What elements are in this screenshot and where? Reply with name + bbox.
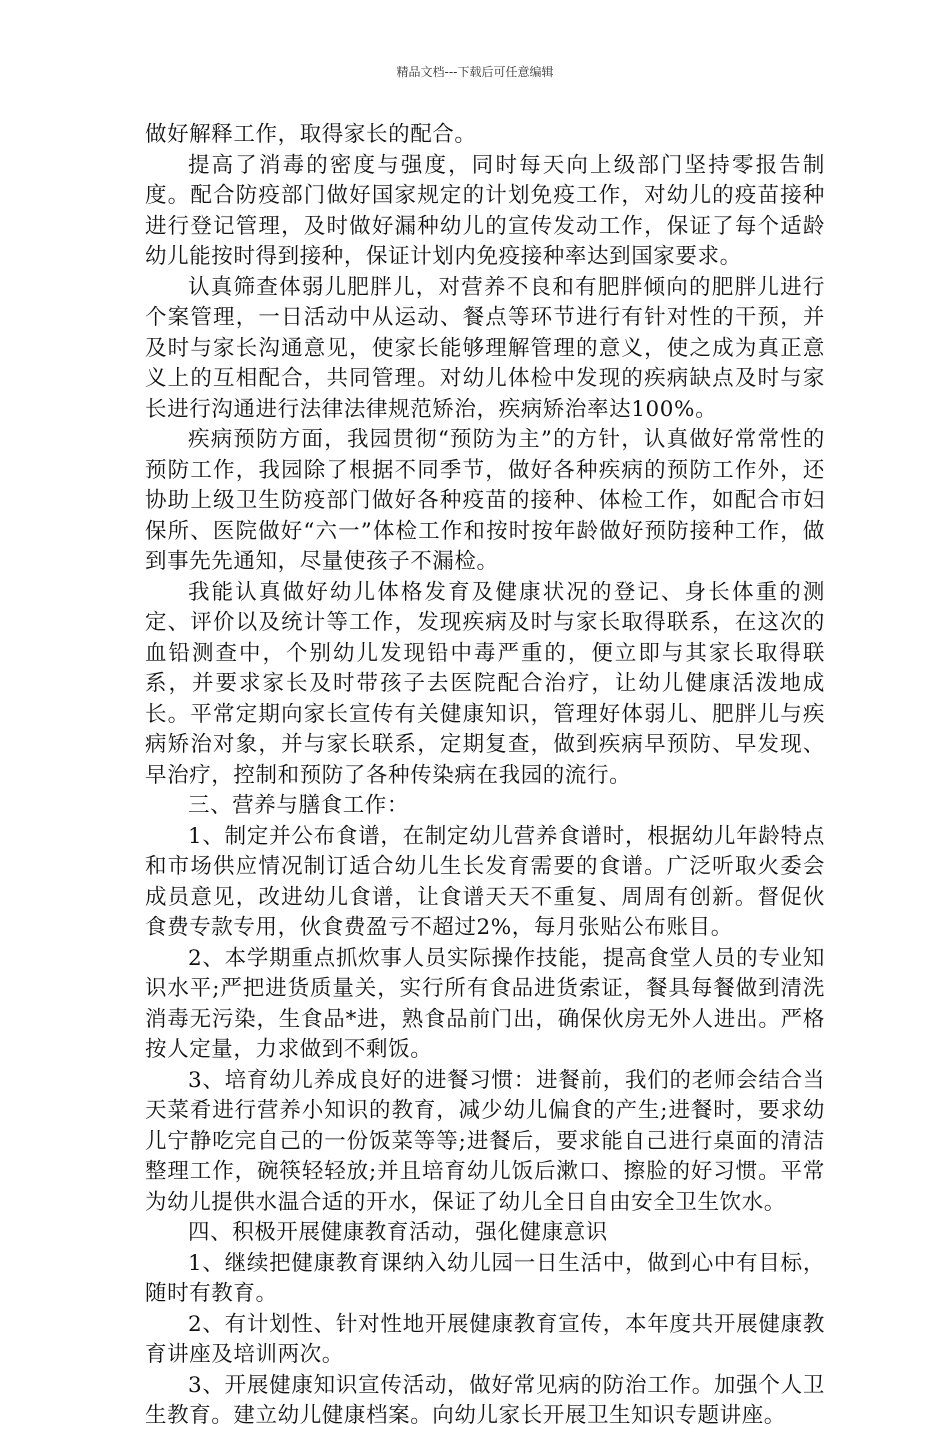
paragraph-health-lectures: 2、有计划性、针对性地开展健康教育宣传，本年度共开展健康教育讲座及培训两次。 — [145, 1311, 825, 1367]
section-heading-health-education: 四、积极开展健康教育活动，强化健康意识 — [188, 1220, 608, 1245]
document-body — [145, 120, 825, 1432]
paragraph-health-curriculum: 1、继续把健康教育课纳入幼儿园一日生活中，做到心中有目标，随时有教育。 — [145, 1250, 825, 1306]
paragraph-obesity-screening: 认真筛查体弱儿肥胖儿，对营养不良和有肥胖倾向的肥胖儿进行个案管理，一日活动中从运动、餐点等环节进行有针对性的干预，并及时与家长沟通意见，使家长能够理解管理的意义，使之成为真正意义上的互相配合，共同管理。对幼儿体检中发现的疾病缺点及时与家长进行沟通进行法律法律规范矫治，疾病矫治率达100%。 — [145, 274, 825, 422]
paragraph-health-knowledge: 3、开展健康知识宣传活动，做好常见病的防治工作。加强个人卫生教育。建立幼儿健康档案。向幼儿家长开展卫生知识专题讲座。 — [145, 1372, 825, 1428]
section-heading-nutrition: 三、营养与膳食工作： — [188, 793, 410, 818]
page-header: 精品文档---下载后可任意编辑 — [396, 65, 554, 79]
paragraph-continuation: 做好解释工作，取得家长的配合。 — [145, 122, 477, 147]
paragraph-menu: 1、制定并公布食谱，在制定幼儿营养食谱时，根据幼儿年龄特点和市场供应情况制订适合幼儿生长发育需要的食谱。广泛听取火委会成员意见，改进幼儿食谱，让食谱天天不重复、周周有创新。督促伙食费专款专用，伙食费盈亏不超过2%，每月张贴公布账目。 — [145, 823, 825, 940]
paragraph-growth-monitoring: 我能认真做好幼儿体格发育及健康状况的登记、身长体重的测定、评价以及统计等工作，发现疾病及时与家长取得联系，在这次的血铅测查中，个别幼儿发现铅中毒严重的，便立即与其家长取得联系，并要求家长及时带孩子去医院配合治疗，让幼儿健康活泼地成长。平常定期向家长宣传有关健康知识，管理好体弱儿、肥胖儿与疾病矫治对象，并与家长联系，定期复查，做到疾病早预防、早发现、早治疗，控制和预防了各种传染病在我园的流行。 — [145, 579, 825, 788]
paragraph-disease-prevention: 疾病预防方面，我园贯彻“预防为主”的方针，认真做好常常性的预防工作，我园除了根据不同季节，做好各种疾病的预防工作外，还协助上级卫生防疫部门做好各种疫苗的接种、体检工作，如配合市妇保所、医院做好“六一”体检工作和按时按年龄做好预防接种工作，做到事先先通知，尽量使孩子不漏检。 — [145, 427, 825, 574]
paragraph-eating-habits: 3、培育幼儿养成良好的进餐习惯：进餐前，我们的老师会结合当天菜肴进行营养小知识的教育，减少幼儿偏食的产生;进餐时，要求幼儿宁静吃完自己的一份饭菜等等;进餐后，要求能自己进行桌面的清洁整理工作，碗筷轻轻放;并且培育幼儿饭后漱口、擦脸的好习惯。平常为幼儿提供水温合适的开水，保证了幼儿全日自由安全卫生饮水。 — [145, 1067, 825, 1215]
paragraph-disinfection: 提高了消毒的密度与强度，同时每天向上级部门坚持零报告制度。配合防疫部门做好国家规定的计划免疫工作，对幼儿的疫苗接种进行登记管理，及时做好漏种幼儿的宣传发动工作，保证了每个适龄幼儿能按时得到接种，保证计划内免疫接种率达到国家要求。 — [145, 152, 825, 269]
paragraph-kitchen-staff: 2、本学期重点抓炊事人员实际操作技能，提高食堂人员的专业知识水平;严把进货质量关，实行所有食品进货索证，餐具每餐做到清洗消毒无污染，生食品*进，熟食品前门出，确保伙房无外人进出。严格按人定量，力求做到不剩饭。 — [145, 945, 825, 1062]
